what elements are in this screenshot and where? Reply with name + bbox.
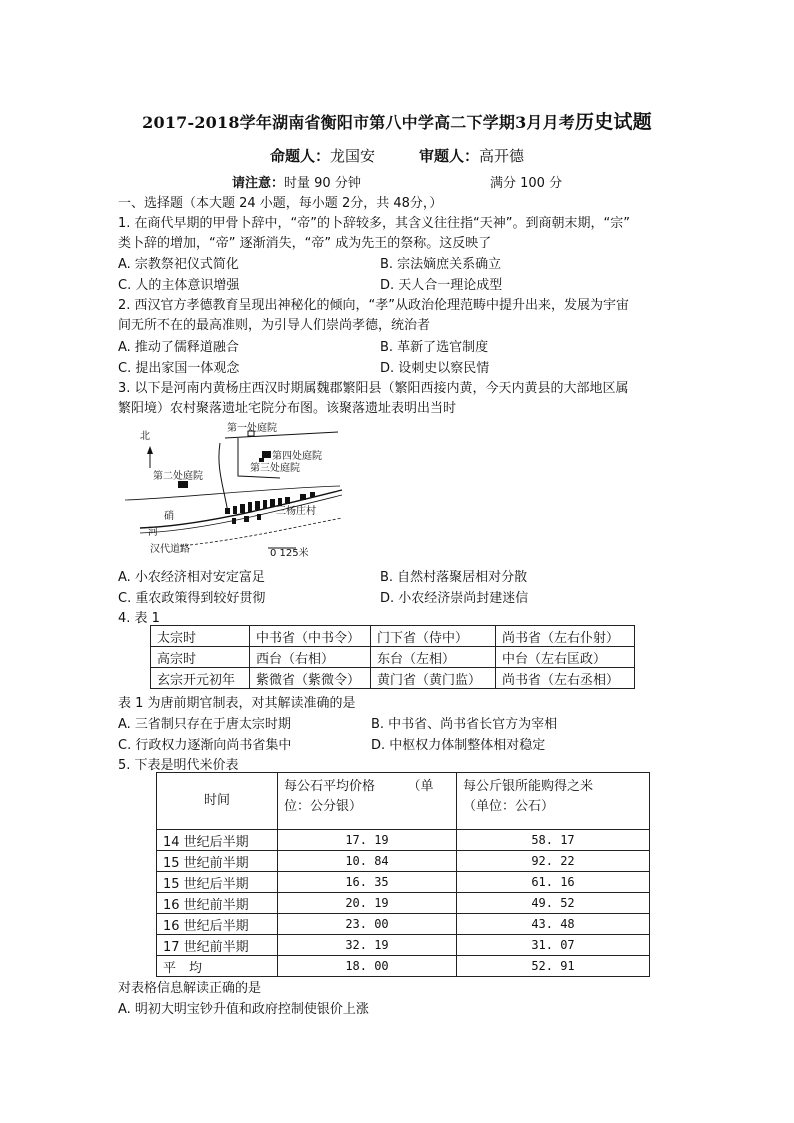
map-yard4-label: 第四处庭院 (272, 451, 322, 462)
settlement-map (120, 418, 345, 563)
table-cell: 23. 00 (278, 914, 457, 935)
ming-rice-price-table (156, 772, 650, 977)
table-cell: 太宗时 (151, 626, 250, 647)
table-cell: 门下省（侍中） (371, 626, 496, 647)
setter-label: 命题人： (269, 147, 330, 165)
q5-option-a: A. 明初大明宝钞升值和政府控制使银价上涨 (118, 1002, 369, 1017)
header-rice-line-1: 每公斤银所能购得之米 (463, 779, 594, 794)
q3-stem-2: 繁阳境）农村聚落遗址宅院分布图。该聚落遗址表明出当时 (118, 401, 457, 416)
table-cell: 玄宗开元初年 (151, 668, 250, 689)
full-mark: 满分 100 分 (490, 176, 563, 191)
map-scale-label: 0 125米 (270, 548, 309, 559)
table-cell: 14 世纪后半期 (157, 830, 278, 851)
table-cell: 16 世纪后半期 (157, 914, 278, 935)
north-arrowhead-icon (147, 446, 153, 454)
q1-stem-2: 类卜辞的增加，“帝” 逐渐消失，“帝” 成为先王的祭称。这反映了 (118, 236, 492, 251)
map-river-label-2: 河 (148, 527, 158, 538)
yard-2-marker (178, 481, 188, 488)
q2-option-b: B. 革新了选官制度 (380, 340, 489, 355)
title-tail: 历史试题 (575, 111, 652, 133)
q4-option-a: A. 三省制只存在于唐太宗时期 (118, 717, 291, 732)
map-north-label: 北 (140, 431, 150, 442)
q1-stem-1: 1. 在商代早期的甲骨卜辞中，“帝”的卜辞较多，其含义往往指“天神”。到商朝末期，“宗” (118, 216, 630, 231)
header-rice-line-2: （单位：公石） (463, 799, 555, 814)
yard-4-marker (262, 451, 271, 458)
table-header-row (157, 773, 650, 830)
table-cell: 17. 19 (278, 830, 457, 851)
table-cell: 紫微省（紫微令） (250, 668, 371, 689)
q4-stem: 表 1 为唐前期官制表，对其解读准确的是 (118, 696, 356, 711)
table-row (157, 956, 650, 977)
table-row (151, 626, 635, 647)
table-cell: 16. 35 (278, 872, 457, 893)
tang-official-table (150, 625, 635, 689)
header-time: 时间 (157, 773, 278, 830)
table-cell: 92. 22 (457, 851, 650, 872)
map-road-label: 汉代道路 (150, 544, 190, 555)
q1-option-a: A. 宗教祭祀仪式简化 (118, 257, 239, 272)
table-row (157, 893, 650, 914)
table-cell: 平 均 (157, 956, 278, 977)
q5-stem: 对表格信息解读正确的是 (118, 981, 262, 996)
table-cell: 61. 16 (457, 872, 650, 893)
table-row (151, 647, 635, 668)
table-cell: 中台（左右匡政） (496, 647, 635, 668)
q5-label: 5. 下表是明代米价表 (118, 758, 239, 773)
table-cell: 黄门省（黄门监） (371, 668, 496, 689)
table-cell: 10. 84 (278, 851, 457, 872)
table-row (157, 830, 650, 851)
header-price-line-2: 位：公分银） (284, 799, 363, 814)
table-cell: 32. 19 (278, 935, 457, 956)
authors-line (0, 145, 794, 166)
table-row (157, 872, 650, 893)
table-cell: 高宗时 (151, 647, 250, 668)
q2-option-d: D. 设刺史以察民情 (380, 361, 490, 376)
section-heading: 一、选择题（本大题 24 小题，每小题 2分，共 48分，） (118, 196, 443, 211)
q1-option-d: D. 天人合一理论成型 (380, 278, 503, 293)
table-cell: 16 世纪前半期 (157, 893, 278, 914)
table-cell: 18. 00 (278, 956, 457, 977)
notice-line (232, 172, 361, 191)
q4-option-c: C. 行政权力逐渐向尚书省集中 (118, 738, 292, 753)
table-cell: 15 世纪后半期 (157, 872, 278, 893)
q2-stem-2: 间无所不在的最高准则，为引导人们崇尚孝德，统治者 (118, 318, 431, 333)
table-row (157, 935, 650, 956)
exam-title (0, 107, 794, 134)
q4-label: 4. 表 1 (118, 611, 160, 626)
header-price-line-1: 每公石平均价格 （单 (284, 779, 434, 794)
table-cell: 西台（右相） (250, 647, 371, 668)
title-main: 2017-2018学年湖南省衡阳市第八中学高二下学期3月月考 (142, 113, 576, 132)
q4-option-d: D. 中枢权力体制整体相对稳定 (371, 738, 546, 753)
notice-label: 请注意： (232, 176, 285, 191)
setter-name: 龙国安 (329, 147, 375, 165)
q1-option-c: C. 人的主体意识增强 (118, 278, 240, 293)
table-cell: 31. 07 (457, 935, 650, 956)
map-village-label: 三杨庄村 (276, 506, 316, 517)
table-cell: 49. 52 (457, 893, 650, 914)
table-cell: 中书省（中书令） (250, 626, 371, 647)
table-row (157, 914, 650, 935)
q3-option-d: D. 小农经济崇尚封建迷信 (380, 591, 529, 606)
reviewer-label: 审题人： (419, 147, 480, 165)
map-yard3-label: 第三处庭院 (250, 463, 300, 474)
notice-time: 时量 90 分钟 (284, 176, 361, 191)
table-cell: 58. 17 (457, 830, 650, 851)
table-cell: 15 世纪前半期 (157, 851, 278, 872)
table-cell: 东台（左相） (371, 647, 496, 668)
table-cell: 20. 19 (278, 893, 457, 914)
q2-stem-1: 2. 西汉官方孝德教育呈现出神秘化的倾向，“孝”从政治伦理范畴中提升出来，发展为宇宙 (118, 298, 630, 313)
table-row (151, 668, 635, 689)
road-line (180, 518, 342, 546)
map-river-label-1: 硝 (164, 511, 174, 522)
header-rice (457, 773, 650, 830)
map-yard2-label: 第二处庭院 (153, 471, 203, 482)
q3-option-c: C. 重农政策得到较好贯彻 (118, 591, 266, 606)
table-cell: 尚书省（左右丞相） (496, 668, 635, 689)
table-cell: 52. 91 (457, 956, 650, 977)
table-row (157, 851, 650, 872)
header-price (278, 773, 457, 830)
map-yard1-label: 第一处庭院 (227, 423, 277, 434)
table-cell: 43. 48 (457, 914, 650, 935)
q2-option-c: C. 提出家国一体观念 (118, 361, 240, 376)
reviewer-name: 高开德 (479, 147, 525, 165)
table-cell: 尚书省（左右仆射） (496, 626, 635, 647)
yard-3-marker (259, 458, 264, 462)
table-cell: 17 世纪前半期 (157, 935, 278, 956)
q4-option-b: B. 中书省、尚书省长官方为宰相 (371, 717, 558, 732)
q3-option-a: A. 小农经济相对安定富足 (118, 570, 265, 585)
q3-option-b: B. 自然村落聚居相对分散 (380, 570, 528, 585)
q3-stem-1: 3. 以下是河南内黄杨庄西汉时期属魏郡繁阳县（繁阳西接内黄，今天内黄县的大部地区属 (118, 381, 629, 396)
q1-option-b: B. 宗法嫡庶关系确立 (380, 257, 502, 272)
q2-option-a: A. 推动了儒释道融合 (118, 340, 239, 355)
